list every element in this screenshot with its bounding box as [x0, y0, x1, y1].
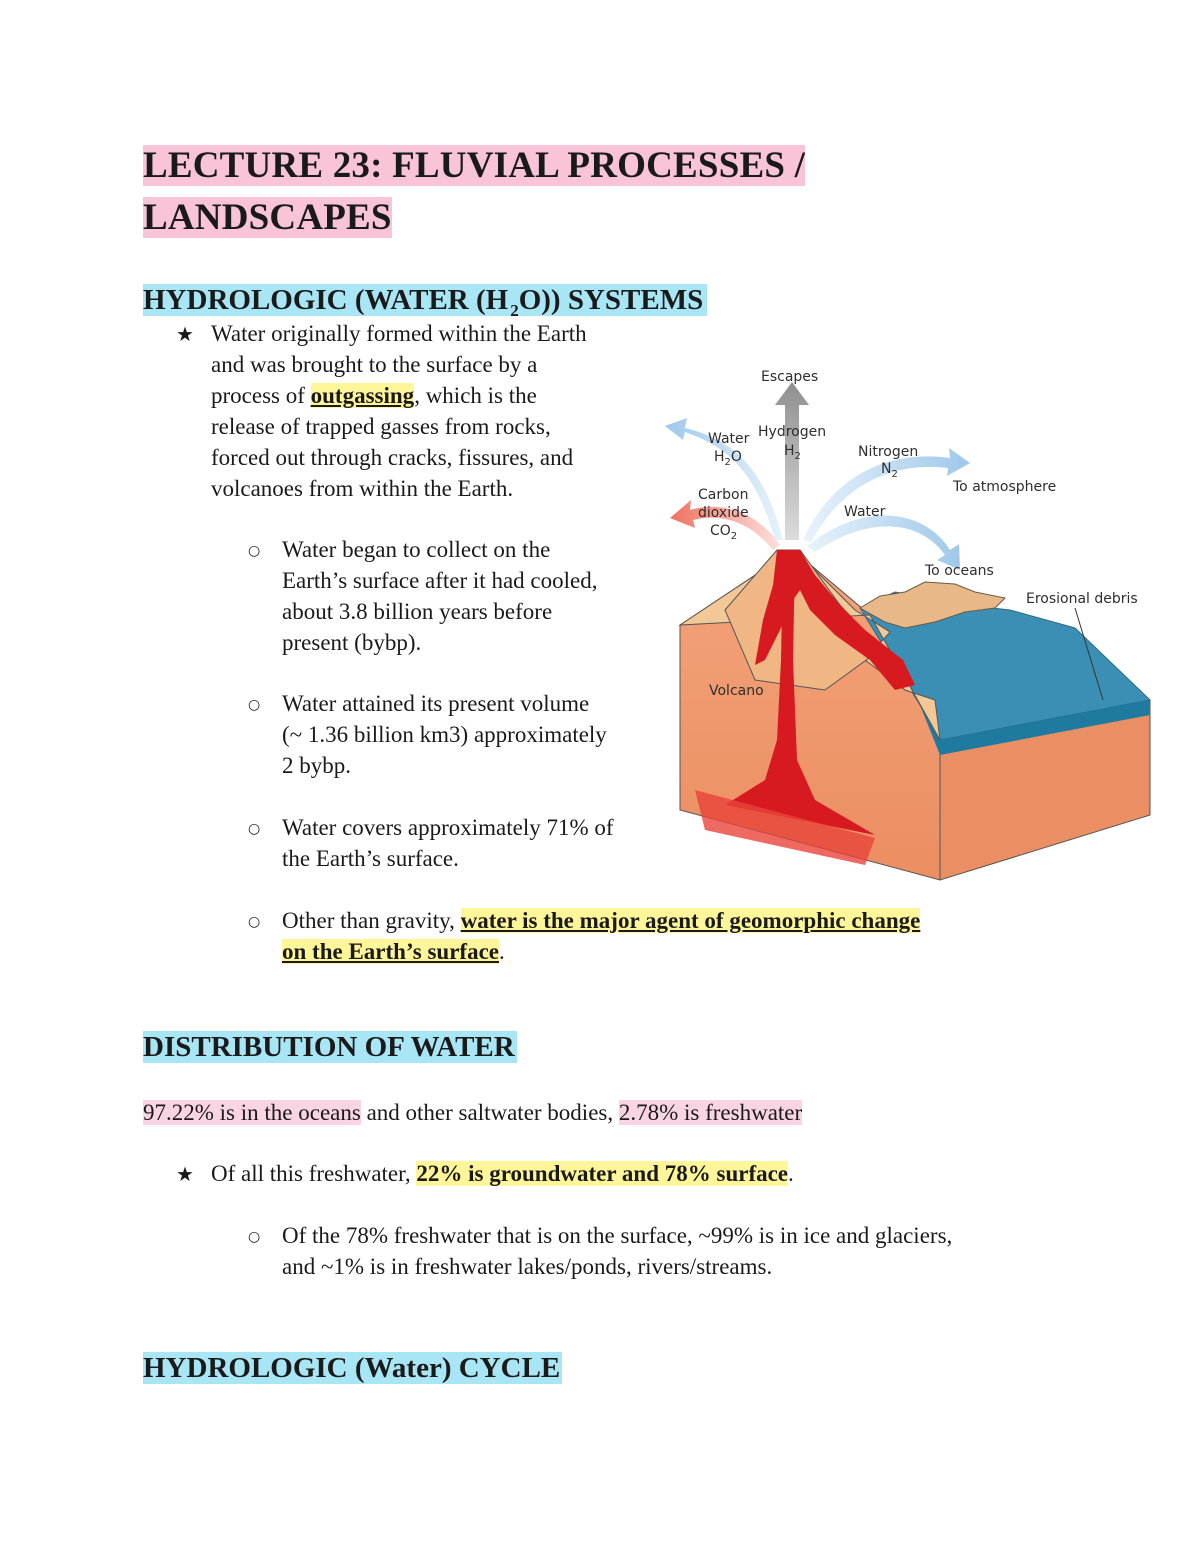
surface-freshwater-bullet: Of the 78% freshwater that is on the surface, ~99% is in ice and glaciers, and ~1% is in freshwater lakes/ponds, rivers/streams.: [282, 1223, 953, 1279]
dioxide-label: dioxide: [698, 505, 749, 521]
sub-bullet-surface-coverage: Water covers approximately 71% of the Earth’s surface.: [282, 815, 614, 871]
keyword-outgassing: outgassing: [310, 383, 415, 408]
water-to-oceans-arrow: [807, 516, 960, 570]
escape-arrow: [775, 382, 809, 540]
escapes-label: Escapes: [761, 369, 819, 385]
keyword-earth-surface: on the Earth’s surface: [282, 939, 499, 964]
to-oceans-label: To oceans: [925, 563, 994, 579]
freshwater-percentage: 2.78% is freshwater: [618, 1100, 803, 1125]
co2-label: $CO_2$: [710, 523, 738, 542]
oceans-percentage: 97.22% is in the oceans: [143, 1100, 361, 1125]
title-line-2: LANDSCAPES: [143, 197, 392, 238]
section-heading-distribution: DISTRIBUTION OF WATER: [143, 1031, 515, 1063]
sub-bullet-geomorphic-agent: Other than gravity, water is the major agent of geomorphic change on the Earth’s surface.: [282, 908, 921, 964]
circle-bullet-icon: ○: [248, 543, 261, 559]
freshwater-split-bullet: Of all this freshwater, 22% is groundwater and 78% surface.: [211, 1161, 794, 1186]
groundwater-surface-split: 22% is groundwater and 78% surface: [416, 1161, 789, 1186]
outgassing-volcano-diagram: [665, 360, 1165, 885]
erosional-debris-label: Erosional debris: [1026, 591, 1138, 607]
nitrogen-label: Nitrogen: [858, 444, 919, 460]
circle-bullet-icon: ○: [248, 1229, 261, 1245]
n2-label: $N_2$: [881, 461, 898, 480]
star-bullet-icon: ★: [176, 322, 194, 346]
water-label: Water: [708, 431, 750, 447]
page-title: [143, 140, 1043, 244]
hydrogen-label: Hydrogen: [758, 424, 827, 440]
title-line-1: LECTURE 23: FLUVIAL PROCESSES /: [143, 145, 806, 186]
star-bullet-icon: ★: [176, 1162, 194, 1186]
sub-bullet-present-volume: Water attained its present volume (~ 1.36 billion km3) approximately 2 bybp.: [282, 691, 607, 778]
circle-bullet-icon: ○: [248, 821, 261, 837]
outgassing-paragraph: Water originally formed within the Earth and was brought to the surface by a process of outgassing, which is the release of trapped gasses from rocks, forced out through cracks, fissures, and volcanoes from within the Earth.: [211, 321, 587, 501]
section-heading-hydrologic-cycle: HYDROLOGIC (Water) CYCLE: [143, 1352, 561, 1384]
keyword-major-agent: water is the major agent of geomorphic change: [460, 908, 921, 933]
carbon-label: Carbon: [698, 487, 749, 503]
circle-bullet-icon: ○: [248, 697, 261, 713]
section-heading-hydrologic-systems: HYDROLOGIC (WATER (H $_2$O)) SYSTEMS: [143, 280, 707, 320]
volcano-label: Volcano: [709, 683, 764, 699]
sub-bullet-water-collect: Water began to collect on the Earth’s surface after it had cooled, about 3.8 billion years before present (bybp).: [282, 537, 598, 655]
water-to-oceans-label: Water: [844, 504, 886, 520]
circle-bullet-icon: ○: [248, 914, 261, 930]
to-atmosphere-label: To atmosphere: [953, 479, 1057, 495]
h2o-label: $H_2O$: [714, 449, 742, 468]
h2-label: $H_2$: [784, 443, 801, 462]
distribution-paragraph: 97.22% is in the oceans and other saltwater bodies, 2.78% is freshwater: [143, 1100, 803, 1125]
